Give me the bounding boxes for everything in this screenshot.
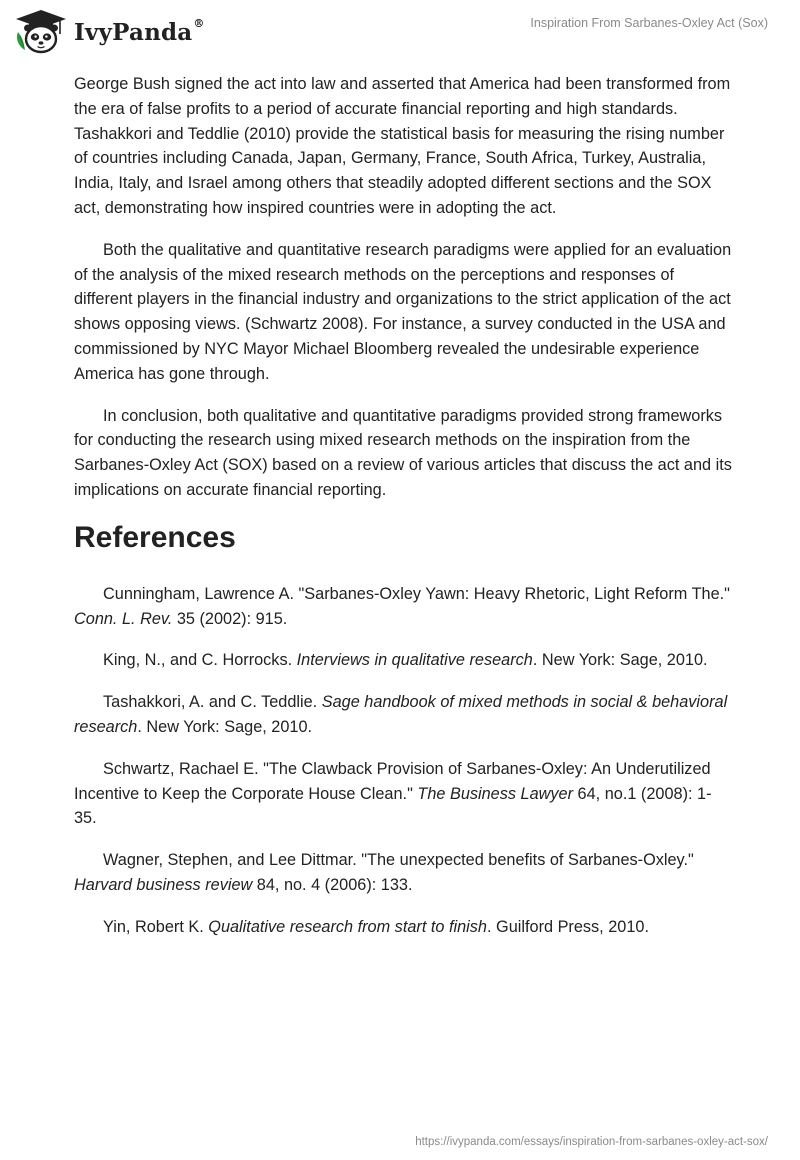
reference-title: Sage handbook of mixed methods in social & behavioral research	[74, 693, 728, 736]
document-body	[74, 72, 734, 957]
references-heading: References	[74, 520, 236, 554]
reference-item: Tashakkori, A. and C. Teddlie. Sage handbook of mixed methods in social & behavioral research. New York: Sage, 2010.	[74, 693, 728, 736]
source-url[interactable]: https://ivypanda.com/essays/inspiration-from-sarbanes-oxley-act-sox/	[415, 1136, 768, 1148]
reference-title: Harvard business review	[74, 875, 253, 894]
brand-name: IvyPanda®	[74, 16, 205, 46]
registered-mark: ®	[193, 16, 205, 30]
brand-logo[interactable]	[14, 8, 205, 54]
body-paragraph: Both the qualitative and quantitative research paradigms were applied for an evaluation of the analysis of the mixed research methods on the perceptions and responses of different players in the financial industry and organizations to the strict application of the act shows opposing views. (Schwartz 2008). For instance, a survey conducted in the USA and commissioned by NYC Mayor Michael Bloomberg revealed the undesirable experience America has gone through.	[74, 240, 732, 383]
body-paragraph: George Bush signed the act into law and asserted that America had been transformed from the era of false profits to a period of accurate financial reporting and high standards. Tashakkori and Teddlie (2010) provide the statistical basis for measuring the rising number of countries including Canada, Japan, Germany, France, South Africa, Turkey, Australia, India, Italy, and Israel among others that steadily adopted different sections and the SOX act, demonstrating how inspired countries were in adopting the act.	[74, 75, 731, 217]
running-title: Inspiration From Sarbanes-Oxley Act (Sox)	[530, 16, 768, 30]
reference-item: Wagner, Stephen, and Lee Dittmar. "The unexpected benefits of Sarbanes-Oxley." Harvard business review 84, no. 4 (2006): 133.	[74, 851, 694, 894]
reference-item: Schwartz, Rachael E. "The Clawback Provision of Sarbanes-Oxley: An Underutilized Incentive to Keep the Corporate House Clean." The Business Lawyer 64, no.1 (2008): 1-35.	[74, 759, 712, 828]
body-paragraph: In conclusion, both qualitative and quantitative paradigms provided strong frameworks for conducting the research using mixed research methods on the inspiration from the Sarbanes-Oxley Act (SOX) based on a review of various articles that discuss the act and its implications on accurate financial reporting.	[74, 406, 732, 499]
reference-item: King, N., and C. Horrocks. Interviews in qualitative research. New York: Sage, 2010.	[103, 651, 708, 670]
reference-title: The Business Lawyer	[417, 784, 574, 803]
reference-title: Interviews in qualitative research	[296, 651, 533, 670]
reference-title: Conn. L. Rev.	[74, 609, 173, 628]
panda-graduate-icon	[14, 8, 68, 54]
reference-item: Yin, Robert K. Qualitative research from start to finish. Guilford Press, 2010.	[103, 917, 649, 936]
reference-title: Qualitative research from start to finish	[208, 917, 487, 936]
reference-item: Cunningham, Lawrence A. "Sarbanes-Oxley Yawn: Heavy Rhetoric, Light Reform The." Conn. L. Rev. 35 (2002): 915.	[74, 584, 730, 628]
page-header	[0, 0, 800, 60]
